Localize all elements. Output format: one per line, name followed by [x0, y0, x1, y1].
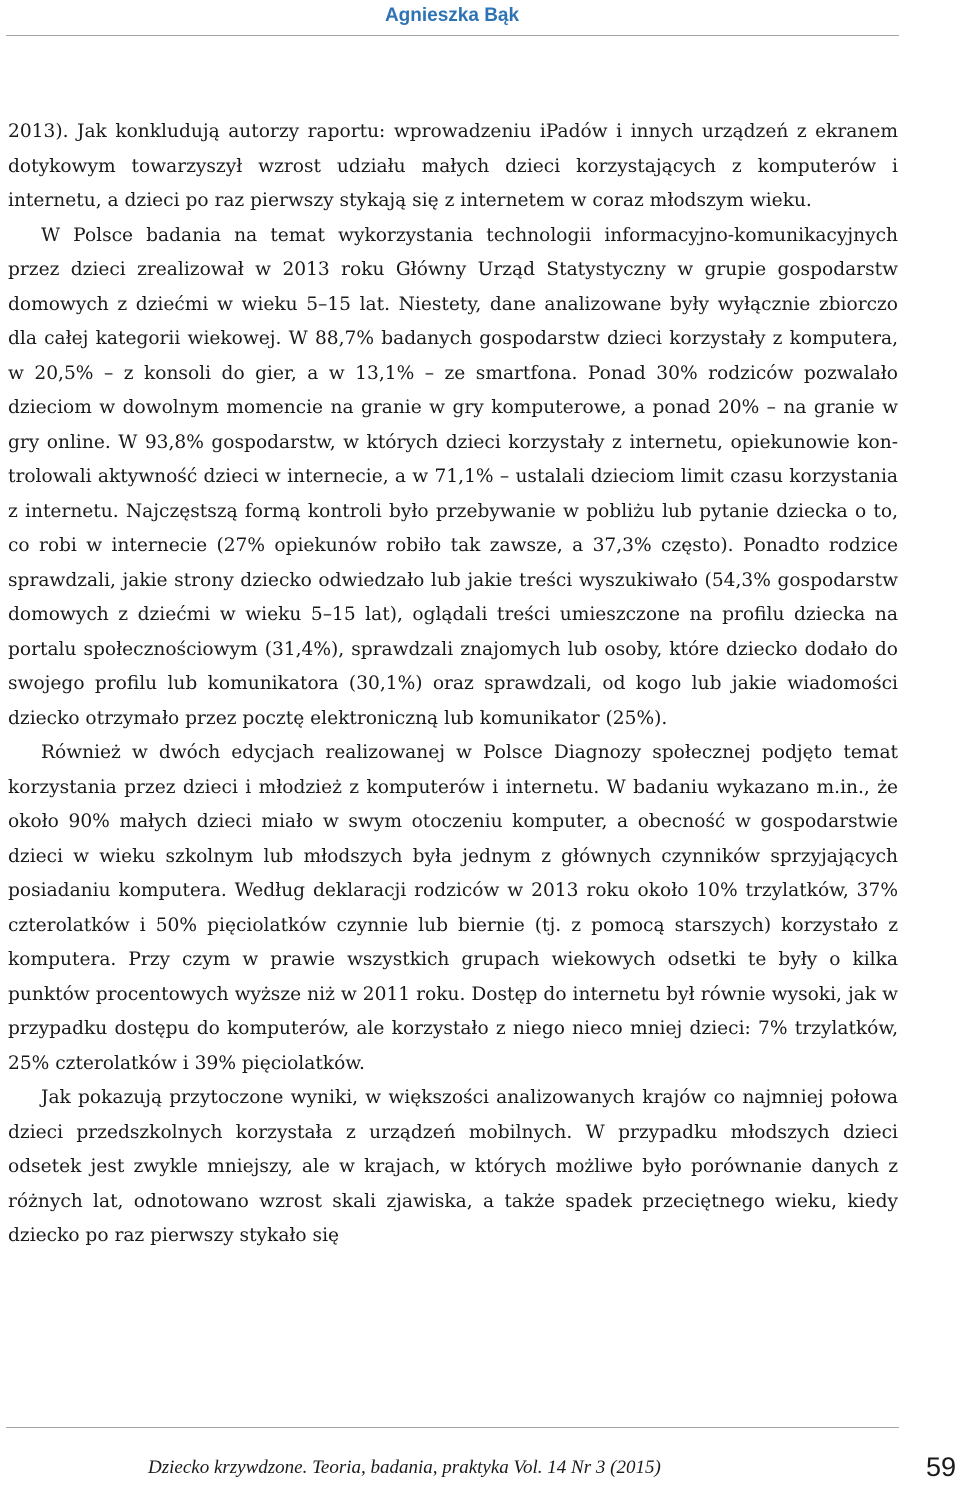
journal-citation: Dziecko krzywdzone. Teoria, badania, praktyka Vol. 14 Nr 3 (2015)	[148, 1457, 661, 1478]
page-number: 59	[925, 1452, 956, 1482]
running-header-author: Agnieszka Bąk	[384, 5, 520, 26]
paragraph-summary: Jak pokazują przytoczone wyniki, w większości analizowanych krajów co najmniej połowa dzieci przedszkolnych korzystała z urządzeń mobilnych. W przypadku młodszych dzieci odsetek jest zwykle mniejszy, ale w krajach, w których możliwe było porównanie danych z różnych lat, odnotowano wzrost skali zjawiska, a także spadek przeciętnego wieku, kiedy dziecko po raz pierwszy stykało się	[8, 1087, 898, 1246]
article-body	[8, 115, 898, 1254]
header-divider	[6, 35, 899, 36]
paragraph-diagnoza-spoleczna: Również w dwóch edycjach realizowanej w Polsce Diagnozy społecznej podjęto temat korzystania przez dzieci i młodzież z komputerów i internetu. W badaniu wykazano m.in., że około 90% małych dzieci miało w swym otoczeniu komputer, a obecność w gospodarstwie dzieci w wieku szkolnym lub młodszych była jednym z głównych czynników sprzyjających posiadaniu komputera. Według deklaracji rodziców w 2013 roku około 10% trzylatków, 37% czterolatków i 50% pięciolatków czynnie lub biernie (tj. z pomocą starszych) korzystało z komputera. Przy czym w prawie wszystkich grupach wiekowych odsetki te były o kilka punktów procentowych wyższe niż w 2011 roku. Dostęp do internetu był równie wysoki, jak w przypadku dostępu do komputerów, ale korzystało z niego nieco mniej dzieci: 7% trzylatków, 25% czterolatków i 39% pięciolatków.	[8, 742, 898, 1074]
footer-divider	[6, 1427, 899, 1428]
paragraph-gus-study: W Polsce badania na temat wykorzystania technologii informacyjno-komunikacyjnych przez dzieci zrealizował w 2013 roku Główny Urząd Statystyczny w grupie gospodarstw domowych z dziećmi w wieku 5–15 lat. Niestety, dane analizowane były wyłącznie zbiorczo dla całej kategorii wiekowej. W 88,7% badanych gospodarstw dzieci korzystały z komputera, w 20,5% – z konsoli do gier, a w 13,1% – ze smartfona. Ponad 30% rodziców pozwalało dzieciom w dowolnym momencie na granie w gry komputerowe, a ponad 20% – na granie w gry online. W 93,8% gospodarstw, w których dzieci korzystały z internetu, opiekunowie kontrolowali aktywność dzieci w internecie, a w 71,1% – ustalali dzieciom limit czasu korzystania z internetu. Najczęstszą formą kontroli było przebywanie w pobliżu lub pytanie dziecka o to, co robi w internecie (27% opiekunów robiło tak zawsze, a 37,3% często). Ponadto rodzice sprawdzali, jakie strony dziecko odwiedzało lub jakie treści wyszukiwało (54,3% gospodarstw domowych z dziećmi w wieku 5–15 lat), oglądali treści umieszczone na profilu dziecka na portalu społecznościowym (31,4%), sprawdzali znajomych lub osoby, które dziecko dodało do swojego profilu lub komunikatora (30,1%) oraz sprawdzali, od kogo lub jakie wiadomości dziecko otrzymało przez pocztę elektroniczną lub komunikator (25%).	[8, 224, 898, 729]
paragraph-continued: 2013). Jak konkludują autorzy raportu: wprowadzeniu iPadów i innych urządzeń z ekranem dotykowym towarzyszył wzrost udziału małych dzieci korzystających z komputerów i internetu, a dzieci po raz pierwszy stykają się z internetem w coraz młodszym wieku.	[8, 121, 898, 211]
